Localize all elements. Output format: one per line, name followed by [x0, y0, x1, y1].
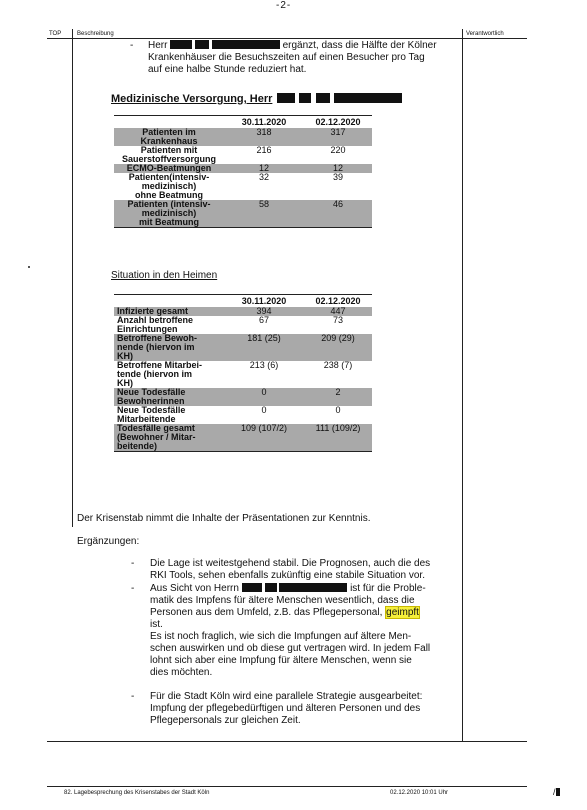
- addition-bullet-2: [150, 583, 462, 679]
- row-value-date1: 58: [224, 200, 304, 228]
- row-value-date1: 12: [224, 164, 304, 173]
- addition-2-prefix: Aus Sicht von Herrn: [150, 583, 239, 594]
- row-label-line: medizinisch): [141, 208, 197, 218]
- row-value-date2: 209 (29): [304, 334, 372, 361]
- footer-mark: [553, 787, 560, 797]
- addition-2-para-line: dies möchten.: [150, 667, 213, 678]
- row-label: [114, 146, 224, 164]
- row-label-line: Anzahl betroffene: [117, 315, 194, 325]
- redaction-box: [279, 583, 347, 592]
- redaction-box: [316, 93, 330, 103]
- redaction-box: [277, 93, 295, 103]
- row-label-line: mit Beatmung: [138, 217, 199, 227]
- row-label-line: Krankenhaus: [140, 136, 198, 146]
- row-label: [114, 128, 224, 146]
- header-top: TOP: [49, 31, 62, 37]
- redaction-box: [556, 788, 560, 796]
- column-line-left: [72, 29, 73, 527]
- addition-3-line: Impfung der pflegebedürftigen und älteren Personen und des: [150, 703, 421, 714]
- medical-section-title: [111, 89, 402, 107]
- row-value-date2: 220: [330, 145, 346, 155]
- redaction-box: [170, 40, 192, 49]
- row-value-date2: 12: [304, 164, 372, 173]
- row-value-date1: 67: [258, 315, 269, 325]
- footer-mark-slash: /: [553, 787, 556, 797]
- row-label-line: Todesfälle gesamt: [117, 423, 195, 433]
- intro-line2: Krankenhäuser die Besuchszeiten auf einen Besucher pro Tag: [148, 52, 425, 63]
- row-label-line: Neue Todesfälle: [117, 387, 186, 397]
- row-label: [114, 173, 224, 200]
- row-label-line: Betroffene Bewoh-: [117, 333, 198, 343]
- row-label-line: Patienten im: [142, 127, 196, 137]
- row-value-date1: 216: [256, 145, 272, 155]
- additions-label: Ergänzungen:: [77, 536, 140, 547]
- row-value-date1: 0: [261, 405, 267, 415]
- row-label-line: medizinisch): [141, 181, 197, 191]
- row-value-date1: 109 (107/2): [224, 424, 304, 452]
- row-label-line: Sauerstoffversorgung: [121, 154, 217, 164]
- intro-line1-end: ergänzt, dass die Hälfte der Kölner: [282, 40, 437, 51]
- row-value-date2: 317: [304, 128, 372, 146]
- footer-title: 82. Lagebesprechung des Krisenstabes der Stadt Köln: [64, 790, 210, 796]
- table-row: [114, 334, 372, 361]
- header-rule: [47, 38, 527, 39]
- addition-2-line4: ist.: [150, 619, 163, 630]
- redaction-box: [265, 583, 277, 592]
- bullet-dash: -: [130, 40, 134, 51]
- addition-2-line1-end: ist für die Proble-: [350, 583, 426, 594]
- row-label-line: Bewohnerinnen: [117, 396, 185, 406]
- addition-2-line3: Personen aus dem Umfeld, z.B. das Pflegepersonal,: [150, 607, 383, 618]
- bullet-dash: -: [131, 691, 135, 702]
- redaction-box: [212, 40, 280, 49]
- redaction-box: [242, 583, 262, 592]
- addition-2-para-line: schen auswirken und ob diese gut vertragen wird. In jedem Fall: [150, 643, 431, 654]
- row-label-line: Neue Todesfälle: [117, 405, 186, 415]
- row-value-date2: 238 (7): [323, 360, 353, 370]
- table-row: [114, 128, 372, 146]
- row-label: [114, 200, 224, 228]
- row-label: [114, 388, 224, 406]
- row-value-date2: 447: [304, 307, 372, 316]
- addition-2-para-line: lohnt sich aber eine Impfung für ältere Menschen, wenn sie: [150, 655, 412, 666]
- header-description: Beschreibung: [77, 31, 114, 37]
- table-header-date1: 30.11.2020: [241, 296, 287, 306]
- row-value-date1: 213 (6): [249, 360, 279, 370]
- redaction-box: [299, 93, 311, 103]
- row-label-line: Mitarbeitende: [117, 414, 176, 424]
- table-row: [114, 200, 372, 228]
- homes-section-title: Situation in den Heimen: [111, 270, 218, 281]
- header-responsible: Verantwortlich: [466, 31, 504, 37]
- row-label: [114, 316, 224, 334]
- row-value-date2: 0: [335, 405, 341, 415]
- row-label-line: KH): [117, 378, 133, 388]
- table-header-date2: 02.12.2020: [315, 296, 361, 306]
- table-row: [114, 406, 372, 424]
- row-value-date1: 394: [224, 307, 304, 316]
- highlighted-word: geimpft: [386, 607, 419, 618]
- table-row: [114, 316, 372, 334]
- row-label-line: Patienten mit: [140, 145, 198, 155]
- row-label-line: nende (hiervon im: [117, 342, 195, 352]
- margin-dot: [28, 266, 30, 268]
- row-label-line: Patienten (intensiv-: [127, 199, 211, 209]
- page-number: -2-: [276, 0, 292, 11]
- row-label: [114, 424, 224, 452]
- row-label: [114, 361, 224, 388]
- row-label-line: tende (hiervon im: [117, 369, 193, 379]
- addition-1-line: RKI Tools, sehen ebenfalls zukünftig eine stabile Situation vor.: [150, 570, 425, 581]
- care-homes-table: [114, 294, 372, 452]
- table-row: [114, 146, 372, 164]
- row-value-date1: 0: [224, 388, 304, 406]
- intro-line3: auf eine halbe Stunde reduziert hat.: [148, 64, 307, 75]
- medical-care-table: [114, 115, 372, 228]
- row-label-line: KH): [117, 351, 133, 361]
- table-header-date1: 30.11.2020: [241, 117, 287, 127]
- footer-rule: [47, 786, 527, 787]
- row-value-date2: 46: [304, 200, 372, 228]
- row-label-line: ECMO-Beatmungen: [126, 163, 212, 173]
- addition-3-line: Für die Stadt Köln wird eine parallele Strategie ausgearbeitet:: [150, 691, 423, 702]
- row-label-line: Infizierte gesamt: [117, 306, 189, 316]
- addition-2-line2: matik des Impfens für ältere Menschen wesentlich, dass die: [150, 595, 415, 606]
- addition-bullet-3: [150, 691, 462, 727]
- row-value-date1: 181 (25): [224, 334, 304, 361]
- row-label-line: ohne Beatmung: [134, 190, 203, 200]
- row-value-date1: 318: [224, 128, 304, 146]
- addition-3-line: Pflegepersonals zur gleichen Zeit.: [150, 715, 301, 726]
- row-value-date2: 2: [304, 388, 372, 406]
- row-label: [114, 334, 224, 361]
- table-row: [114, 173, 372, 200]
- bottom-rule: [47, 741, 527, 742]
- table-row: [114, 388, 372, 406]
- row-label-line: Einrichtungen: [117, 324, 178, 334]
- row-value-date1: 32: [258, 172, 269, 182]
- row-label-line: beitende): [117, 441, 158, 451]
- addition-1-line: Die Lage ist weitestgehend stabil. Die Prognosen, auch die des: [150, 558, 431, 569]
- addition-bullet-1: [150, 558, 462, 582]
- statement-text: Der Krisenstab nimmt die Inhalte der Präsentationen zur Kenntnis.: [77, 513, 371, 524]
- footer-date: 02.12.2020 10:01 Uhr: [390, 790, 449, 796]
- bullet-dash: -: [131, 583, 135, 594]
- column-line-right: [462, 29, 463, 741]
- medical-title-text: Medizinische Versorgung, Herr: [111, 93, 273, 105]
- row-value-date2: 111 (109/2): [304, 424, 372, 452]
- intro-paragraph: [148, 40, 458, 76]
- table-row: [114, 424, 372, 452]
- row-label: [114, 406, 224, 424]
- row-label-line: Patienten(intensiv-: [128, 172, 210, 182]
- intro-prefix: Herr: [148, 40, 168, 51]
- addition-2-para-line: Es ist noch fraglich, wie sich die Impfungen auf ältere Men-: [150, 631, 412, 642]
- row-label-line: Betroffene Mitarbei-: [117, 360, 203, 370]
- table-header-date2: 02.12.2020: [315, 117, 361, 127]
- bullet-dash: -: [131, 558, 135, 569]
- row-value-date2: 39: [332, 172, 343, 182]
- table-row: [114, 361, 372, 388]
- redaction-box: [195, 40, 209, 49]
- redaction-box: [334, 93, 402, 103]
- row-value-date2: 73: [332, 315, 343, 325]
- row-label-line: (Bewohner / Mitar-: [117, 432, 196, 442]
